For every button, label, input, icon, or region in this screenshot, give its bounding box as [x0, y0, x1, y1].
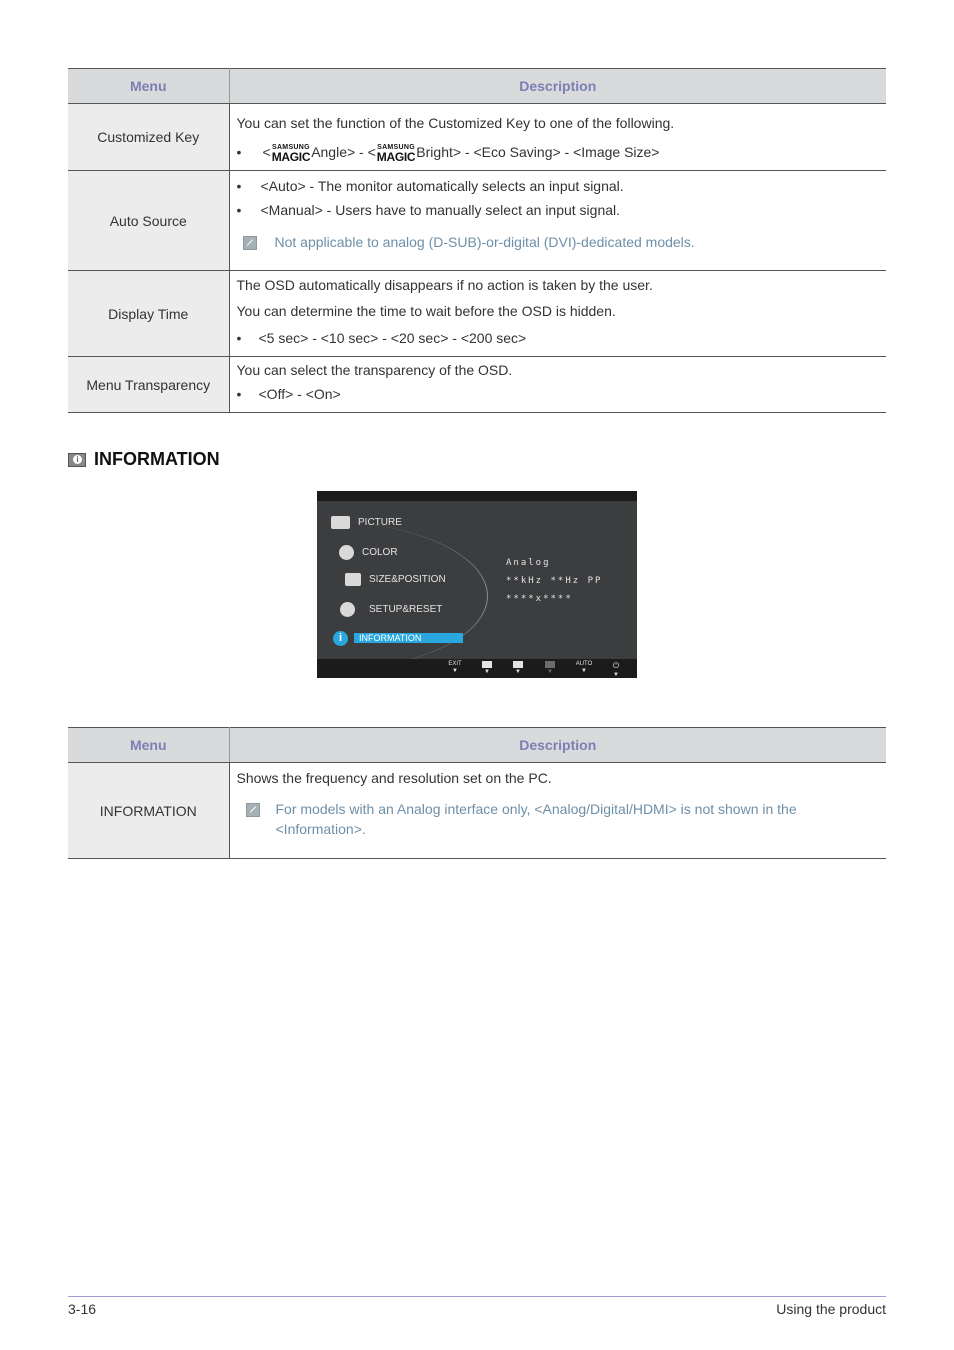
info-icon: i [68, 453, 86, 467]
palette-icon [339, 545, 354, 560]
logo-text-samsung: SAMSUNG [377, 144, 415, 151]
down-arrow-icon: ▼ [581, 668, 587, 674]
table-row [68, 763, 886, 859]
gear-icon [340, 602, 355, 617]
down-arrow-icon: ▼ [484, 669, 490, 675]
list-item [237, 174, 879, 198]
osd-down-button [477, 661, 497, 676]
menu-cell-customized-key: Customized Key [68, 104, 229, 171]
list-item-text: <Off> - <On> [258, 386, 341, 402]
osd-menu-label: PICTURE [358, 517, 402, 528]
table-header-row [68, 69, 886, 104]
option-text: < [262, 144, 271, 160]
osd-top-bar [317, 491, 637, 501]
list-item [237, 326, 879, 350]
description-text: Shows the frequency and resolution set on the PC. [236, 770, 552, 786]
osd-enter-button [540, 661, 560, 676]
list-item-text: <Manual> - Users have to manually select an input signal. [260, 202, 621, 218]
list-item [237, 198, 879, 222]
osd-up-button [508, 661, 528, 676]
description-column-header: Description [229, 728, 886, 763]
osd-auto-button [574, 661, 594, 675]
osd-signal-type: Analog [506, 558, 551, 568]
list-item-text: <5 sec> - <10 sec> - <20 sec> - <200 sec> [258, 330, 527, 346]
table-row [68, 104, 886, 171]
note-icon [246, 803, 260, 817]
menu-column-header: Menu [68, 69, 229, 104]
option-text: Angle> - < [311, 144, 376, 160]
osd-menu-label: SIZE&POSITION [369, 574, 446, 585]
bullet-icon: • [236, 202, 242, 218]
samsung-magic-logo-icon [272, 144, 311, 163]
description-text: The OSD automatically disappears if no action is taken by the user. [236, 277, 653, 293]
note [237, 232, 879, 252]
size-position-icon [345, 573, 361, 586]
down-arrow-icon: ▼ [547, 669, 553, 675]
osd-menu-item-size-position [345, 573, 446, 586]
bullet-icon: • [236, 178, 242, 194]
list-item [237, 382, 879, 406]
settings-table [68, 68, 886, 413]
footer-divider [68, 1296, 886, 1297]
osd-menu-label: SETUP&RESET [369, 604, 443, 615]
down-arrow-icon: ▼ [452, 668, 458, 674]
menu-cell-menu-transparency: Menu Transparency [68, 357, 229, 413]
osd-menu-item-picture [331, 516, 402, 529]
menu-cell-display-time: Display Time [68, 271, 229, 357]
table-row [68, 357, 886, 413]
osd-power-button [606, 661, 626, 678]
description-column-header: Description [229, 69, 886, 104]
table-row [68, 171, 886, 271]
osd-exit-button [445, 661, 465, 675]
picture-icon [331, 516, 350, 529]
osd-screenshot [317, 491, 637, 678]
osd-frequency: **kHz **Hz PP [506, 576, 603, 586]
power-icon: ⏻ [612, 661, 620, 670]
table-header-row [68, 728, 886, 763]
option-text: Bright> - <Eco Saving> - <Image Size> [416, 144, 660, 160]
osd-menu-item-color [339, 545, 398, 560]
menu-cell-auto-source: Auto Source [68, 171, 229, 271]
bullet-icon: • [236, 144, 242, 160]
option-list [259, 140, 660, 164]
bullet-icon: • [236, 330, 242, 346]
description-cell [229, 763, 886, 859]
page-number: 3-16 [68, 1301, 97, 1317]
samsung-magic-logo-icon [377, 144, 416, 163]
osd-menu-item-information-selected: INFORMATION [354, 633, 463, 643]
logo-text-magic: MAGIC [376, 150, 416, 164]
down-icon [482, 661, 492, 668]
description-text: You can determine the time to wait before the OSD is hidden. [236, 303, 616, 319]
section-title: INFORMATION [94, 449, 220, 469]
enter-icon [545, 661, 555, 668]
note-text: For models with an Analog interface only, <Analog/Digital/HDMI> is not shown in the <Information>. [275, 801, 797, 837]
osd-menu-arc [317, 521, 488, 671]
osd-menu-label: COLOR [362, 547, 398, 558]
up-icon [513, 661, 523, 668]
description-cell [229, 171, 886, 271]
osd-menu-item-setup-reset [340, 602, 442, 617]
chapter-title: Using the product [776, 1301, 886, 1317]
down-arrow-icon: ▼ [613, 672, 619, 678]
information-icon: i [333, 631, 348, 646]
information-table [68, 727, 886, 859]
list-item [237, 140, 879, 164]
note-icon [243, 236, 257, 250]
down-arrow-icon: ▼ [515, 669, 521, 675]
logo-text-samsung: SAMSUNG [271, 144, 310, 151]
osd-resolution: ****x**** [506, 594, 573, 604]
description-cell [229, 271, 886, 357]
description-cell [229, 104, 886, 171]
osd-button-label: AUTO [575, 661, 593, 667]
menu-cell-information: INFORMATION [68, 763, 229, 859]
section-heading [68, 449, 220, 470]
osd-button-label: EXIT [448, 661, 462, 667]
note-text: Not applicable to analog (D-SUB)-or-digital (DVI)-dedicated models. [274, 234, 695, 250]
table-row [68, 271, 886, 357]
note [237, 799, 879, 839]
list-item-text: <Auto> - The monitor automatically selects an input signal. [260, 178, 624, 194]
description-cell [229, 357, 886, 413]
bullet-icon: • [236, 386, 242, 402]
logo-text-magic: MAGIC [271, 150, 311, 164]
description-text: You can select the transparency of the OSD. [236, 362, 513, 378]
menu-column-header: Menu [68, 728, 229, 763]
description-text: You can set the function of the Customized Key to one of the following. [236, 115, 675, 131]
